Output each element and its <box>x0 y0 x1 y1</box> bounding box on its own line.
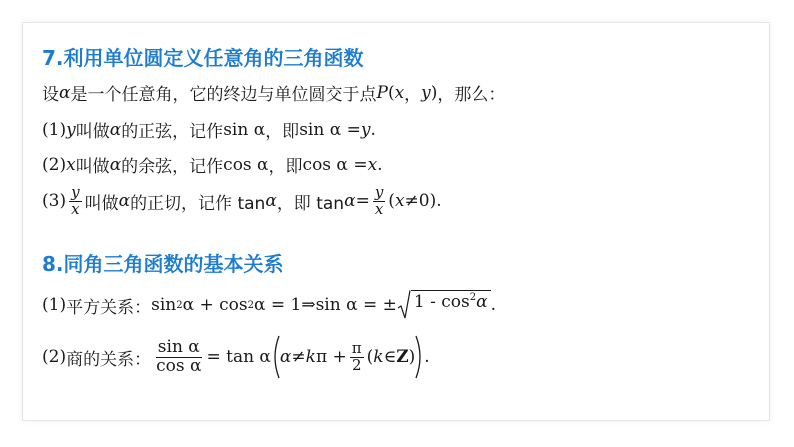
item-1-var: y <box>66 119 76 140</box>
left-big-paren <box>271 335 280 379</box>
item-3-number: (3) <box>42 191 67 212</box>
item-3-alpha: α <box>118 191 131 212</box>
s8-item-1-number: (1) <box>42 295 67 315</box>
s8-item-2-label: 商的关系： <box>66 349 152 370</box>
radicand-sup: 2 <box>469 292 477 303</box>
item-3-frac-numerator: y <box>71 183 80 201</box>
item-3-text-2: 的正切，记作 tan <box>130 193 266 214</box>
s8-item-1-end: . <box>490 295 496 315</box>
radicand-alpha: α <box>476 292 488 312</box>
intro-open-paren: ( <box>387 82 395 103</box>
cond-in: ∈ <box>383 347 397 367</box>
section-7-heading: 7.利用单位圆定义任意角的三角函数 <box>42 46 364 70</box>
section-8-heading: 8.同角三角函数的基本关系 <box>42 252 284 276</box>
item-3-cond-rest: ≠0). <box>404 191 442 212</box>
intro-text-2: 是一个任意角，它的终边与单位圆交于点 <box>70 85 377 105</box>
intro-close-paren: ) <box>430 82 438 103</box>
item-2-alpha: α <box>109 154 122 175</box>
cond-pi-plus: π + <box>315 347 347 367</box>
item-2-end: . <box>377 154 383 175</box>
s8-item-1-c: α = 1⇒sin α = ± <box>253 295 397 315</box>
pi-over-2-fraction <box>350 338 364 374</box>
square-root <box>397 290 491 320</box>
item-1-value: y <box>360 119 371 140</box>
item-2-text-2: 的余弦，记作 <box>121 157 224 177</box>
quotient-relation <box>42 335 430 379</box>
s8-item-1-sup-1: 2 <box>176 299 183 311</box>
sine-definition <box>42 117 376 142</box>
s8-item-2-number: (2) <box>42 347 67 367</box>
cond-open: ( <box>366 347 374 367</box>
fraction-numerator: sin α <box>157 336 200 357</box>
item-1-alpha: α <box>109 119 122 140</box>
cond-k: k <box>305 347 316 367</box>
fraction-denominator: cos α <box>156 355 202 376</box>
item-2-number: (2) <box>42 154 67 175</box>
cosine-definition <box>42 152 383 177</box>
item-2-var: x <box>66 154 76 175</box>
item-2-text-3: ，即 <box>268 157 303 177</box>
cond-k-2: k <box>373 347 384 367</box>
item-3-text-3: ，即 tan <box>276 193 345 214</box>
s8-item-2-equals: = tan α <box>206 347 271 367</box>
item-1-text-2: 的正弦，记作 <box>121 122 224 142</box>
item-1-end: . <box>370 119 376 140</box>
item-1-expr: sin α = <box>299 119 361 140</box>
item-1-notation: sin α <box>223 119 266 140</box>
s8-item-2-end: . <box>424 347 430 367</box>
item-3-text-1: 叫做 <box>84 193 119 214</box>
cond-alpha-neq: α≠ <box>279 347 306 367</box>
radicand-a: 1 - cos <box>413 292 470 312</box>
intro-comma: ， <box>404 85 422 105</box>
s8-item-1-b: α + cos <box>182 295 248 315</box>
intro-point: P <box>376 82 388 103</box>
item-2-value: x <box>367 154 378 175</box>
intro-x: x <box>394 82 405 103</box>
item-2-notation: cos α <box>223 154 269 175</box>
section-7-intro <box>42 80 505 105</box>
item-3-rhs-denominator: x <box>374 199 384 218</box>
intro-text-3: ，那么： <box>437 85 506 105</box>
item-3-cond-x: x <box>394 191 405 212</box>
intro-alpha: α <box>59 82 71 103</box>
item-1-text-3: ，即 <box>265 122 300 142</box>
s8-item-1-sup-2: 2 <box>247 299 254 311</box>
pi-numerator: π <box>351 338 362 357</box>
radical-sign <box>397 290 411 320</box>
item-3-cond-open: ( <box>388 191 395 212</box>
item-2-text-1: 叫做 <box>75 157 110 177</box>
item-1-number: (1) <box>42 119 67 140</box>
item-3-frac-denominator: x <box>71 199 80 218</box>
item-3-equals: = <box>355 191 370 212</box>
pi-denominator: 2 <box>351 355 362 374</box>
item-2-expr: cos α = <box>302 154 368 175</box>
item-3-alpha-2: α <box>265 191 277 212</box>
intro-y: y <box>421 82 431 103</box>
intro-text-1: 设 <box>42 85 59 105</box>
condition-group <box>271 335 424 379</box>
item-3-rhs-numerator: y <box>374 183 384 201</box>
right-big-paren <box>415 335 424 379</box>
integer-set-z: Z <box>396 347 409 367</box>
s8-item-1-label: 平方关系： <box>66 297 152 318</box>
s8-item-1-a: sin <box>151 295 177 315</box>
sin-over-cos-fraction <box>154 336 203 376</box>
item-1-text-1: 叫做 <box>75 122 110 142</box>
item-3-alpha-3: α <box>344 191 356 212</box>
radicand <box>411 290 491 320</box>
square-relation <box>42 290 496 320</box>
tangent-definition <box>42 185 442 218</box>
item-3-rhs-fraction <box>373 185 385 218</box>
cond-close: ) <box>408 347 416 367</box>
item-3-fraction <box>69 185 81 218</box>
